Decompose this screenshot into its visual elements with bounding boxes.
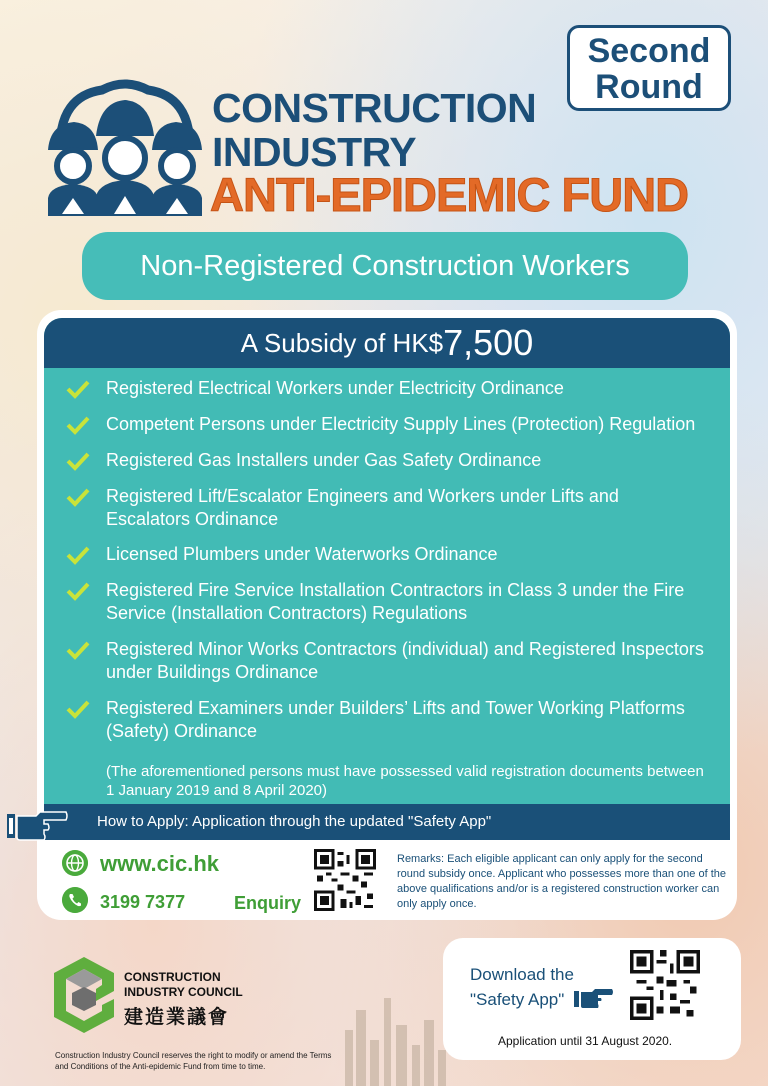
eligible-item-text: Registered Minor Works Contractors (individual) and Registered Inspectors under Buildings Ordinance <box>106 639 704 682</box>
disclaimer-text: Construction Industry Council reserves the right to modify or amend the Terms and Conditions of the Anti-epidemic Fund from time to time. <box>55 1051 332 1071</box>
remarks-text: Remarks: Each eligible applicant can only apply for the second round subsidy once. Applicant who possesses more than one of the above qualifications and/or is a registered construction worker can only apply once. <box>397 853 726 910</box>
globe-icon <box>62 850 88 876</box>
check-icon <box>66 699 90 719</box>
check-icon <box>66 640 90 660</box>
cic-name-en <box>124 970 243 1000</box>
application-deadline: Application until 31 August 2020. <box>498 1034 673 1048</box>
enquiry-label: Enquiry <box>234 893 302 913</box>
eligible-item-text: Registered Lift/Escalator Engineers and Workers under Lifts and Escalators Ordinance <box>106 486 619 529</box>
phone-number[interactable]: 3199 7377 <box>100 892 186 912</box>
eligible-item-text: Registered Fire Service Installation Contractors in Class 3 under the Fire Service (Installation Contractors) Regulations <box>106 580 685 623</box>
cic-name-line2: INDUSTRY COUNCIL <box>124 985 243 999</box>
check-icon <box>66 379 90 399</box>
subsidy-amount: 7,500 <box>443 322 534 363</box>
download-line1: Download the <box>470 965 574 984</box>
eligible-item-text: Registered Electrical Workers under Electricity Ordinance <box>106 378 564 398</box>
how-to-apply-text: How to Apply: Application through the updated "Safety App" <box>97 813 492 830</box>
website-link[interactable]: www.cic.hk <box>100 851 220 876</box>
how-to-apply-bar <box>44 804 730 840</box>
eligible-item-text: Licensed Plumbers under Waterworks Ordinance <box>106 544 498 564</box>
eligibility-panel <box>44 318 730 804</box>
check-icon <box>66 415 90 435</box>
download-line2: "Safety App" <box>470 990 565 1009</box>
check-icon <box>66 545 90 565</box>
cic-logo-icon <box>52 955 116 1035</box>
pointing-hand-icon <box>574 987 614 1011</box>
subsidy-header <box>44 318 730 368</box>
registration-note: (The aforementioned persons must have possessed valid registration documents between 1 January 2019 and 8 April 2020) <box>106 763 704 799</box>
cic-name-line1: CONSTRUCTION <box>124 970 221 984</box>
download-text <box>470 962 574 1012</box>
safety-app-qr-code-icon[interactable] <box>630 950 700 1020</box>
title-block <box>212 86 536 174</box>
title-line2: INDUSTRY <box>212 129 417 175</box>
workers-logo-icon <box>40 78 210 218</box>
check-icon <box>66 581 90 601</box>
second-round-badge <box>567 25 731 111</box>
city-skyline-illustration <box>340 990 450 1086</box>
cic-name-zh: 建造業議會 <box>124 1007 230 1028</box>
eligible-item-text: Registered Gas Installers under Gas Safety Ordinance <box>106 450 542 470</box>
eligible-item-text: Competent Persons under Electricity Supply Lines (Protection) Regulation <box>106 414 696 434</box>
subsidy-prefix: A Subsidy of HK$ <box>240 328 444 358</box>
check-icon <box>66 451 90 471</box>
title-line1: CONSTRUCTION <box>212 85 537 131</box>
pointing-hand-icon <box>6 808 68 844</box>
eligible-item-text: Registered Examiners under Builders’ Lifts and Tower Working Platforms (Safety) Ordinance <box>106 698 685 741</box>
qr-code-icon[interactable] <box>314 849 376 911</box>
phone-icon <box>62 887 88 913</box>
audience-banner: Non-Registered Construction Workers <box>82 232 688 300</box>
title-line3: ANTI-EPIDEMIC FUND <box>210 168 689 221</box>
badge-line1: Second <box>587 32 711 70</box>
badge-line2: Round <box>595 68 703 106</box>
check-icon <box>66 487 90 507</box>
